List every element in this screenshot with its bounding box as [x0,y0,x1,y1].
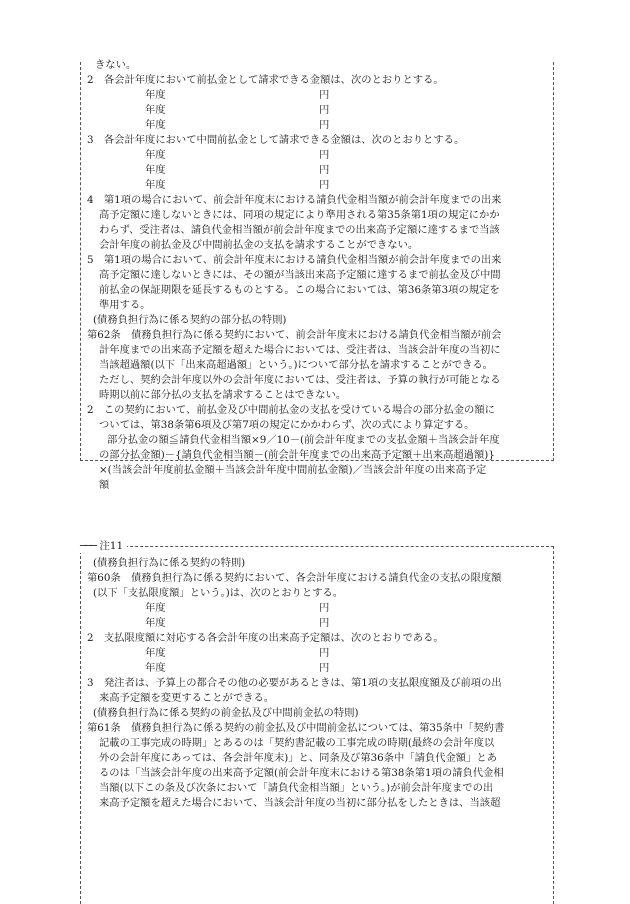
year-label: 年度 [145,617,166,629]
section-heading: (債務負担行為に係る契約の部分払の特則) [93,314,287,326]
text-line: 前払金の保証期限を延長するものとする。この場合においては、第36条第3項の規定を [99,284,500,296]
text-line: 第62条 債務負担行為に係る契約において、前会計年度末における請負代金相当額が前会 [87,329,502,341]
text-line: 2 支払限度額に対応する各会計年度の出来高予定額は、次のとおりである。 [87,632,444,644]
text-line: ついては、第38条第6項及び第7項の規定にかかわらず、次の式により算定する。 [99,419,475,431]
text-line: 2 各会計年度において前払金として請求できる金額は、次のとおりとする。 [87,74,444,86]
year-label: 年度 [145,104,166,116]
formula-line: 部分払金の額≦請負代金相当額×9／10－(前会計年度までの支払金額＋当該会計年度 [107,434,500,446]
year-label: 年度 [145,89,166,101]
yen-label: 円 [319,119,330,131]
year-label: 年度 [145,179,166,191]
yen-label: 円 [319,647,330,659]
text-line: 来高予定額を超えた場合において、当該会計年度の当初に部分払をしたときは、当該超 [99,797,501,809]
year-label: 年度 [145,119,166,131]
text-line: 時期以前に部分払の支払を請求することはできない。 [99,389,347,401]
text-line: るのは「当該会計年度の出来高予定額(前会計年度末における第38条第1項の請負代金相 [99,767,504,779]
clause-box-2 [80,540,554,904]
text-line: 第61条 債務負担行為に係る契約の前金払及び中間前金払については、第35条中「契約書 [87,722,505,734]
text-line: 準用する。 [99,299,151,311]
text-line: 高予定額に達しないときには、同項の規定により準用される第35条第1項の規定にかか [99,209,500,221]
text-line: 3 各会計年度において中間前払金として請求できる金額は、次のとおりとする。 [87,134,465,146]
year-label: 年度 [145,662,166,674]
formula-line: の部分払金額)－{請負代金相当額－(前会計年度までの出来高予定額＋出来高超過額)} [99,449,495,461]
year-label: 年度 [145,164,166,176]
text-line: 3 発注者は、予算上の都合その他の必要があるときは、第1項の支払限度額及び前項の出 [87,677,502,689]
year-label: 年度 [145,602,166,614]
yen-label: 円 [319,89,330,101]
text-line: 記載の工事完成の時期」とあるのは「契約書記載の工事完成の時期(最終の会計年度以 [99,737,495,749]
section-heading: (債務負担行為に係る契約の特則) [93,557,246,569]
year-label: 年度 [145,647,166,659]
text-line: 当該超過額(以下「出来高超過額」という。)について部分払を請求することができる。 [99,359,493,371]
yen-label: 円 [319,602,330,614]
text-line: ただし、契約会計年度以外の会計年度においては、受注者は、予算の執行が可能となる [99,374,501,386]
text-line: 来高予定額を変更することができる。 [99,692,275,704]
text-line: 第60条 債務負担行為に係る契約において、各会計年度における請負代金の支払の限度額 [87,572,502,584]
section-heading: (債務負担行為に係る契約の前金払及び中間前金払の特則) [93,707,359,719]
text-line: 当額(以下この条及び次条において「請負代金相当額」という。)が前会計年度までの出 [99,782,494,794]
text-line: きない。 [95,59,137,71]
yen-label: 円 [319,617,330,629]
text-line: 高予定額に達しないときには、その額が当該出来高予定額に達するまで前払金及び中間 [99,269,501,281]
note-caption: ─── 注11 [80,539,127,553]
yen-label: 円 [319,662,330,674]
yen-label: 円 [319,179,330,191]
year-label: 年度 [145,149,166,161]
formula-line: 額 [99,479,110,491]
yen-label: 円 [319,104,330,116]
yen-label: 円 [319,164,330,176]
yen-label: 円 [319,149,330,161]
text-line: 外の会計年度にあっては、各会計年度末)」と、同条及び第36条中「請負代金額」とあ [99,752,497,764]
text-line: 会計年度の前払金及び中間前払金の支払を請求することができない。 [99,239,419,251]
clause-box-1 [80,59,554,491]
text-line: わらず、受注者は、請負代金相当額が前会計年度までの出来高予定額に達するまで当該 [99,224,500,236]
text-line: 5 第1項の場合において、前会計年度末における請負代金相当額が前会計年度までの出来 [87,254,502,266]
text-line: 4 第1項の場合において、前会計年度末における請負代金相当額が前会計年度までの出来 [87,194,502,206]
formula-line: ×(当該会計年度前払金額＋当該会計年度中間前払金額)／当該会計年度の出来高予定 [99,464,487,476]
text-line: 2 この契約において、前払金及び中間前払金の支払を受けている場合の部分払金の額に [87,404,495,416]
text-line: (以下「支払限度額」という。)は、次のとおりとする。 [93,587,344,599]
text-line: 計年度までの出来高予定額を超えた場合においては、受注者は、当該会計年度の当初に [99,344,501,356]
